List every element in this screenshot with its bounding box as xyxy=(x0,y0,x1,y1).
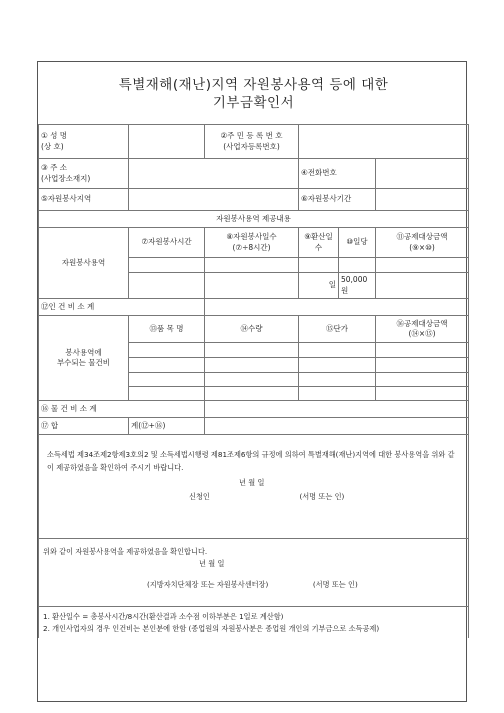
applicant-text: 소득세법 제34조제2항제3호의2 및 소득세법시행령 제81조제6항의 규정에 의하여 특별재해(재난)지역에 대한 봉사용역을 위와 같이 제공하였음을 확인하여 주시기 바랍니다. xyxy=(47,450,455,472)
goods-qty-field[interactable] xyxy=(205,358,299,373)
col-goods-deduct-cell xyxy=(376,316,469,343)
days-field[interactable] xyxy=(205,258,299,273)
goods-row-label-cell xyxy=(39,316,129,401)
col-hours: ⑦자원봉사시간 xyxy=(129,228,205,258)
col-deduct-cell xyxy=(376,228,469,258)
rrn-label-cell xyxy=(205,125,299,159)
convert-field[interactable] xyxy=(299,258,339,273)
name-label-cell xyxy=(39,125,129,159)
goods-item-field[interactable] xyxy=(129,343,205,358)
goods-subtotal-field[interactable] xyxy=(205,401,469,418)
total-label: ⑰ 합 xyxy=(39,418,129,435)
daily-field[interactable] xyxy=(339,258,376,273)
col-goods-deduct-sub: (⑭×⑮) xyxy=(408,329,436,338)
phone-label: ④전화번호 xyxy=(299,159,376,189)
daily-amount: 50,000원 xyxy=(339,273,376,299)
goods-row-label-2: 부수되는 물건비 xyxy=(56,358,111,367)
address-label-cell xyxy=(39,159,129,189)
goods-deduct-field[interactable] xyxy=(376,358,469,373)
col-deduct-sub: (⑨×⑩) xyxy=(409,242,435,252)
goods-qty-field[interactable] xyxy=(205,343,299,358)
rrn-sublabel: (사업자등록번호) xyxy=(223,141,280,151)
area-label: ⑤자원봉사지역 xyxy=(39,189,129,211)
col-convert: ⑨환산일수 xyxy=(299,228,339,258)
labor-subtotal-label: ⑫인 건 비 소 계 xyxy=(39,299,205,316)
name-field[interactable] xyxy=(129,125,205,159)
goods-deduct-field[interactable] xyxy=(376,387,469,401)
goods-item-field[interactable] xyxy=(129,387,205,401)
rrn-field[interactable] xyxy=(299,125,469,159)
area-field[interactable] xyxy=(129,189,299,211)
period-label: ⑥자원봉사기간 xyxy=(299,189,376,211)
deduct-field-2[interactable] xyxy=(376,273,469,299)
form-title-line1: 특별재해(재난)지역 자원봉사용역 등에 대한 xyxy=(118,76,389,93)
goods-price-field[interactable] xyxy=(299,358,376,373)
applicant-date: 년 월 일 xyxy=(239,478,265,488)
goods-deduct-field[interactable] xyxy=(376,373,469,387)
goods-qty-field[interactable] xyxy=(205,373,299,387)
address-label: ③ 주 소 xyxy=(41,163,67,173)
goods-row-label-1: 봉사용역에 xyxy=(65,347,102,357)
col-deduct: ⑪공제대상금액 xyxy=(396,232,448,242)
goods-price-field[interactable] xyxy=(299,373,376,387)
applicant-signer: 신청인 xyxy=(189,491,210,501)
unit-day: 일 xyxy=(299,273,339,299)
note-2: 2. 개인사업자의 경우 인건비는 본인분에 한함 (종업원의 자원봉사분은 종업원 개인의 기부금으로 소득공제) xyxy=(43,623,380,633)
col-days-sub: (⑦÷8시간) xyxy=(232,242,271,252)
col-price: ⑮단가 xyxy=(299,316,376,343)
service-row-label: 자원봉사용역 xyxy=(39,228,129,299)
goods-price-field[interactable] xyxy=(299,343,376,358)
form-page xyxy=(37,61,467,702)
goods-item-field[interactable] xyxy=(129,373,205,387)
hours-field[interactable] xyxy=(129,258,205,273)
col-days-cell xyxy=(205,228,299,258)
goods-subtotal-label: ⑯ 물 건 비 소 계 xyxy=(39,401,205,418)
rrn-label: ②주 민 등 록 번 호 xyxy=(220,131,283,141)
days-field-2[interactable] xyxy=(205,273,299,299)
hours-field-2[interactable] xyxy=(129,273,205,299)
col-item: ⑬품 목 명 xyxy=(129,316,205,343)
col-qty: ⑭수량 xyxy=(205,316,299,343)
goods-price-field[interactable] xyxy=(299,387,376,401)
total-field[interactable] xyxy=(205,418,469,435)
confirm-text: 위와 같이 자원봉사용역을 제공하였음을 확인합니다. xyxy=(43,547,208,556)
labor-subtotal-field[interactable] xyxy=(205,299,469,316)
form-table xyxy=(38,62,469,638)
total-formula: 계(⑫+⑯) xyxy=(129,418,205,435)
name-label: ① 성 명 xyxy=(41,131,67,141)
deduct-field[interactable] xyxy=(376,258,469,273)
col-days: ⑧자원봉사일수 xyxy=(226,232,277,242)
col-goods-deduct: ⑯공제대상금액 xyxy=(396,318,448,328)
applicant-sign: (서명 또는 인) xyxy=(299,491,345,501)
confirm-authority: (지방자치단체장 또는 자원봉사센터장) xyxy=(147,580,269,590)
phone-field[interactable] xyxy=(376,159,469,189)
period-field[interactable] xyxy=(376,189,469,211)
service-section-title: 자원봉사용역 제공내용 xyxy=(39,211,469,228)
goods-item-field[interactable] xyxy=(129,358,205,373)
address-sublabel: (사업장소재지) xyxy=(41,173,91,183)
address-field[interactable] xyxy=(129,159,299,189)
goods-qty-field[interactable] xyxy=(205,387,299,401)
form-title-line2: 기부금확인서 xyxy=(212,95,295,111)
confirm-date: 년 월 일 xyxy=(199,558,225,568)
goods-deduct-field[interactable] xyxy=(376,343,469,358)
col-daily: ⑩일당 xyxy=(339,228,376,258)
note-1: 1. 환산일수 = 총봉사시간/8시간(환산결과 소수점 이하부분은 1일로 계산함) xyxy=(43,612,284,621)
confirm-sign: (서명 또는 인) xyxy=(312,580,358,590)
name-sublabel: (상 호) xyxy=(41,141,64,151)
